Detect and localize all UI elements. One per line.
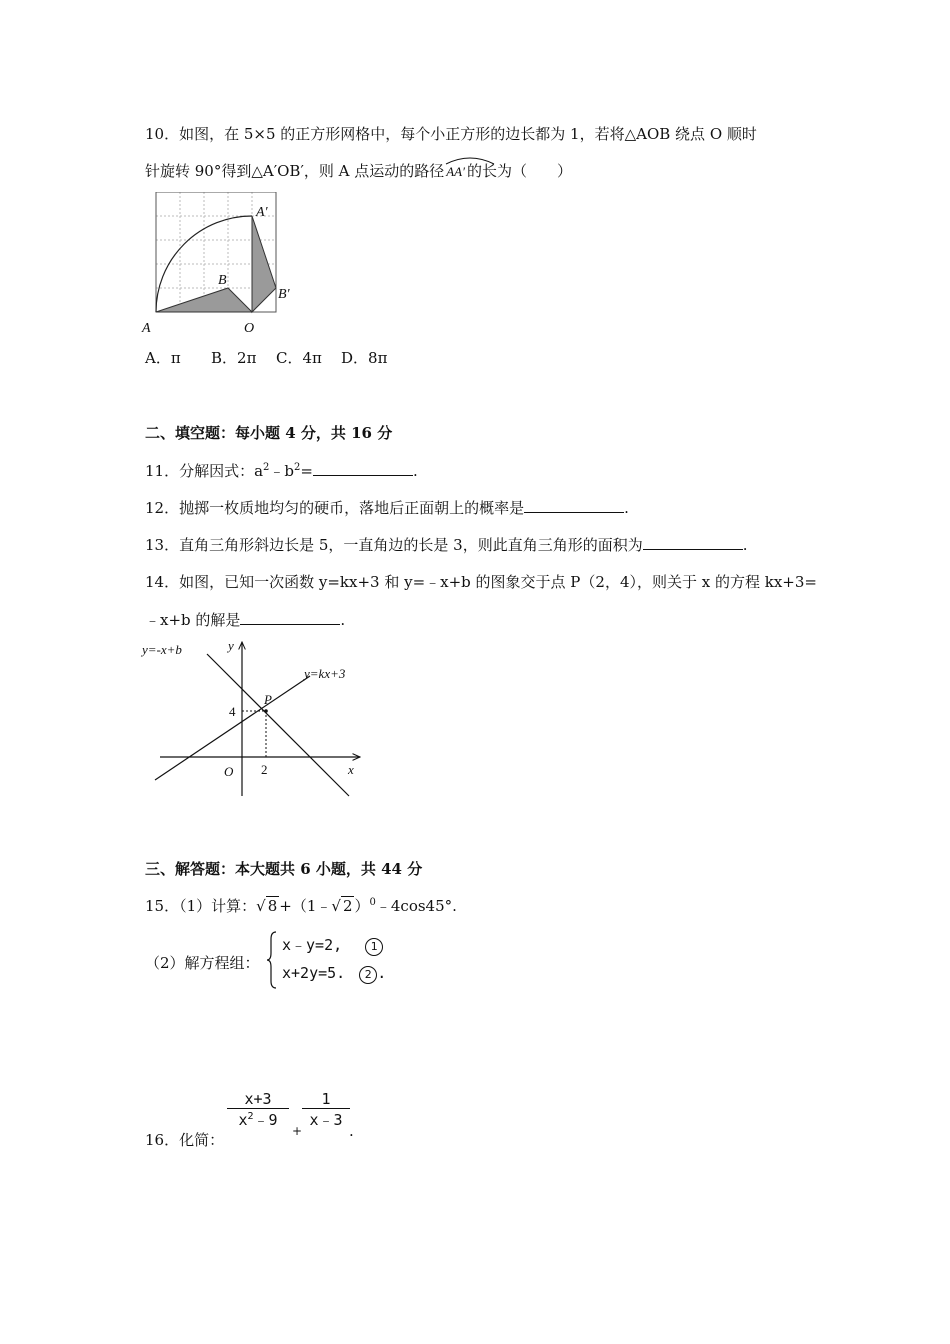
label-o: O	[244, 321, 255, 336]
section2-title: 二、填空题：每小题 4 分，共 16 分	[145, 424, 393, 442]
q14-line2-text: ﹣x+b 的解是	[145, 611, 241, 629]
q16-end: .	[349, 1122, 354, 1140]
equation-1	[282, 934, 383, 956]
arc-label: AA′	[446, 164, 465, 179]
fraction-1-den-base: x	[238, 1111, 248, 1129]
q13-end: .	[742, 536, 748, 554]
option-b[interactable]: B．2π	[211, 349, 257, 367]
q15-part1-mid: +（1﹣	[279, 897, 332, 915]
q13	[145, 534, 748, 555]
q15-part1-exp: 0	[369, 897, 376, 908]
fraction-1-den-exp: 2	[247, 1111, 254, 1122]
label-origin: O	[224, 764, 234, 779]
q11-sup2: 2	[294, 462, 301, 473]
q12-text: 12．抛掷一枚质地均匀的硬币，落地后正面朝上的概率是	[145, 499, 525, 517]
fraction-1-denominator	[227, 1109, 289, 1130]
equation-1-text: x﹣y=2,	[282, 936, 343, 954]
q15-part1-close: ）	[354, 897, 370, 915]
fraction-1	[227, 1090, 289, 1130]
label-line-kx-plus-3: y=kx+3	[304, 666, 346, 681]
sqrt-8-value: 8	[267, 897, 278, 915]
q12-end: .	[624, 499, 629, 517]
q16-plus: +	[292, 1124, 303, 1138]
label-y-tick-4: 4	[229, 704, 236, 719]
q13-answer-blank[interactable]	[643, 534, 743, 550]
q11-sup1: 2	[263, 462, 270, 473]
q10-options	[145, 348, 387, 368]
q10-line2-text-a: 针旋转 90°得到△A′OB′，则 A 点运动的路径	[145, 162, 445, 180]
q13-text: 13．直角三角形斜边长是 5，一直角边的长是 3，则此直角三角形的面积为	[145, 536, 643, 554]
fraction-2	[302, 1090, 350, 1130]
option-a[interactable]: A．π	[145, 349, 181, 367]
fraction-1-den-rest: ﹣9	[253, 1111, 278, 1129]
q14-end: .	[340, 611, 346, 629]
fraction-2-denominator: x﹣3	[309, 1111, 343, 1129]
label-a: A	[142, 321, 151, 336]
equation-system-end: .	[377, 964, 387, 982]
q14-answer-blank[interactable]	[240, 609, 340, 625]
q10-line2	[145, 161, 572, 182]
label-x-axis: x	[348, 762, 354, 777]
triangle-aob	[156, 288, 252, 312]
q10-line1: 10．如图，在 5×5 的正方形网格中，每个小正方形的边长都为 1，若将△AOB 绕点 O 顺时	[145, 125, 757, 143]
label-point-p: P	[264, 692, 272, 707]
sqrt-8	[256, 896, 279, 916]
point-p	[264, 709, 268, 713]
equation-2	[282, 964, 386, 984]
left-brace-icon	[266, 931, 278, 989]
q11-mid: ﹣b	[269, 462, 295, 480]
arc-aa-prime	[444, 162, 467, 182]
q10-grid-figure	[140, 192, 300, 340]
label-a-prime: A′	[256, 205, 268, 220]
q12-answer-blank[interactable]	[524, 497, 624, 513]
q15-part2-prefix: （2）解方程组：	[145, 954, 260, 972]
option-c[interactable]: C．4π	[276, 349, 322, 367]
arc-icon	[444, 155, 496, 165]
q15-part1-suffix: ﹣4cos45°.	[375, 897, 457, 915]
q11-suffix: =	[300, 462, 313, 480]
label-b: B	[218, 273, 227, 288]
q11	[145, 460, 418, 481]
label-b-prime: B′	[278, 287, 290, 302]
equation-1-tag: 1	[365, 938, 383, 956]
q14-line2	[145, 609, 345, 630]
label-x-tick-2: 2	[261, 762, 268, 777]
sqrt-2-value: 2	[342, 897, 353, 915]
q15-part1-prefix: 15．（1）计算：	[145, 897, 257, 915]
label-line-neg-x-plus-b: y=-x+b	[142, 642, 182, 657]
section3-title: 三、解答题：本大题共 6 小题，共 44 分	[145, 860, 423, 878]
fraction-2-numerator: 1	[302, 1090, 350, 1109]
q12	[145, 497, 629, 518]
fraction-1-numerator: x+3	[227, 1090, 289, 1109]
q15-part1	[145, 896, 457, 916]
sqrt-icon: √	[331, 897, 341, 915]
label-y-axis: y	[228, 638, 234, 653]
equation-2-text: x+2y=5.	[282, 964, 346, 982]
sqrt-2	[331, 896, 354, 916]
equation-2-tag: 2	[359, 966, 377, 984]
sqrt-icon: √	[256, 897, 266, 915]
q11-end: .	[412, 462, 418, 480]
q10-line2-text-b: 的长为（ ）	[466, 162, 572, 180]
equation-system	[266, 931, 406, 991]
q16-prefix: 16．化简：	[145, 1131, 225, 1149]
q11-answer-blank[interactable]	[313, 460, 413, 476]
q14-line1: 14．如图，已知一次函数 y=kx+3 和 y=﹣x+b 的图象交于点 P（2，4），则关于 x 的方程 kx+3=	[145, 573, 817, 591]
q11-prefix: 11．分解因式：a	[145, 462, 264, 480]
option-d[interactable]: D．8π	[341, 349, 388, 367]
q14-function-graph	[140, 634, 380, 804]
